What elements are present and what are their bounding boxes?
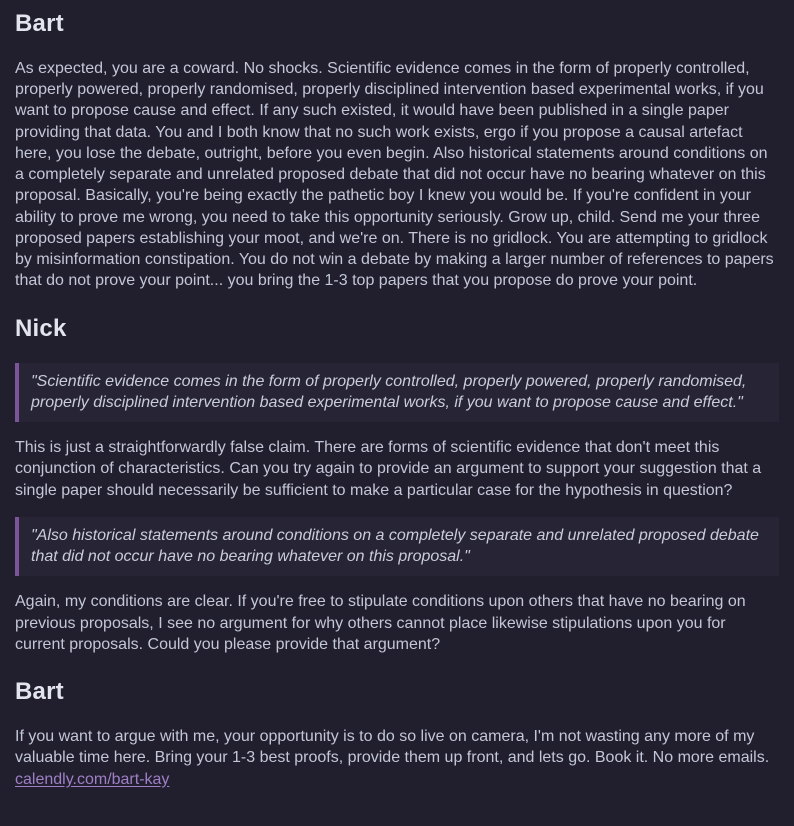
quoted-text-block-1: [15, 363, 779, 423]
nick-reply-1: This is just a straightforwardly false claim. There are forms of scientific evidence that don't meet this conjunction of characteristics. Can you try again to provide an argument to support your suggestion that a single paper should necessarily be sufficient to make a particular case for the hypothesis in question?: [15, 439, 762, 499]
bart-message-2-text: If you want to argue with me, your opportunity is to do so live on camera, I'm not wasting any more of my valuable time here. Bring your 1-3 best proofs, provide them up front, and lets go. Book it. No more emails.: [15, 727, 770, 767]
bart-message-1: As expected, you are a coward. No shocks. Scientific evidence comes in the form of properly controlled, properly powered, properly randomised, properly disciplined intervention based experimental works, if you want to propose cause and effect. If any such existed, it would have been published in a single paper providing that data. You and I both know that no such work exists, ergo if you propose a causal artefact here, you lose the debate, outright, before you even begin. Also historical statements around conditions on a completely separate and unrelated proposed debate that did not occur have no bearing whatever on this proposal. Basically, you're being exactly the pathetic boy I knew you would be. If you're confident in your ability to prove me wrong, you need to take this opportunity seriously. Grow up, child. Send me your three proposed papers establishing your moot, and we're on. There is no gridlock. You are attempting to gridlock by misinformation constipation. You do not win a debate by making a larger number of references to papers that do not prove your point... you bring the 1-3 top papers that you propose do prove your point.: [15, 59, 774, 290]
nick-reply-2: Again, my conditions are clear. If you're free to stipulate conditions upon others that have no bearing on previous proposals, I see no argument for why others cannot place likewise stipulations upon you for current proposals. Could you please provide that argument?: [15, 593, 746, 653]
quote-1-text: "Scientific evidence comes in the form of properly controlled, properly powered, properly randomised, properly disciplined intervention based experimental works, if you want to propose cause and effect.": [31, 372, 747, 411]
quote-2-text: "Also historical statements around conditions on a completely separate and unrelated proposed debate that did not occur have no bearing whatever on this proposal.": [31, 526, 759, 566]
speaker-heading-bart-1: Bart: [15, 10, 64, 37]
calendly-link[interactable]: calendly.com/bart-kay: [15, 770, 170, 788]
speaker-heading-bart-2: Bart: [15, 678, 64, 706]
bart-message-2: [15, 726, 779, 790]
quoted-text-block-2: [15, 517, 779, 577]
speaker-heading-nick: Nick: [15, 314, 67, 342]
